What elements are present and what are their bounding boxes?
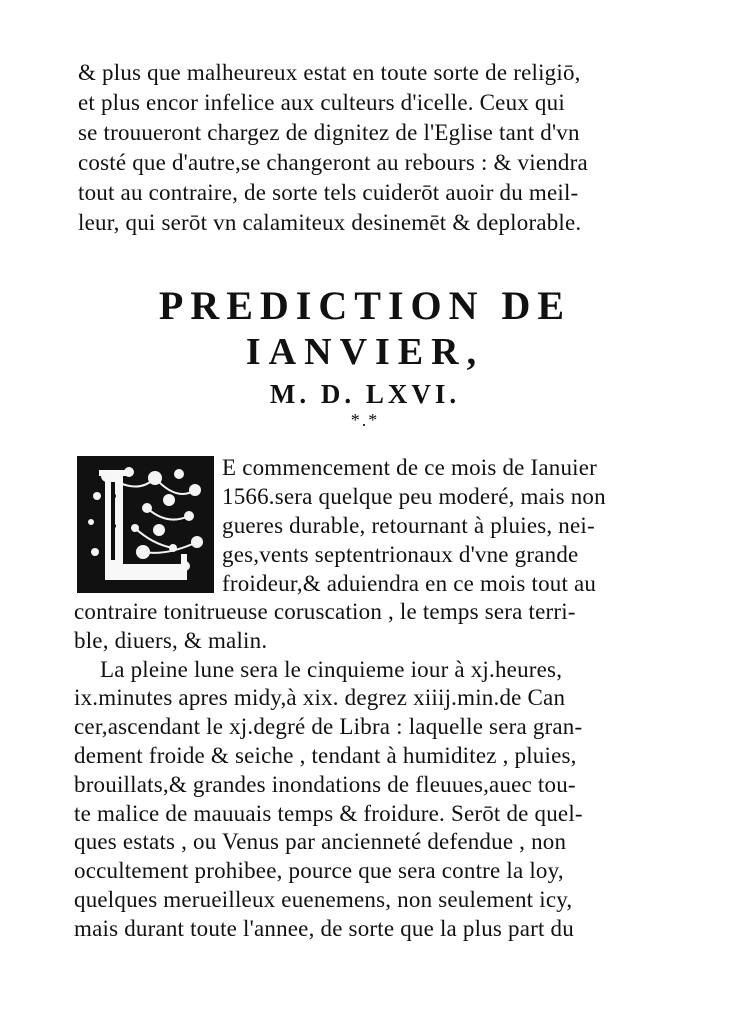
- text-line: costé que d'autre,se changeront au rebours : & viendra: [78, 150, 588, 175]
- dropcap-paragraph: [222, 453, 662, 598]
- text-line: E commencement de ce mois de Ianuier: [222, 455, 598, 480]
- text-line: et plus encor infelice aux culteurs d'icelle. Ceux qui: [78, 90, 565, 115]
- text-line: occultement prohibee, pource que sera contre la loy,: [74, 858, 564, 884]
- text-line: ques estats , ou Venus par ancienneté defendue , non: [74, 829, 567, 855]
- page-title-year: M. D. LXVI.: [269, 379, 461, 409]
- text-line: mais durant toute l'annee, de sorte que la plus part du: [74, 915, 574, 941]
- page-title: PREDICTION DE: [158, 283, 572, 328]
- initial-ornament-icon: [77, 456, 214, 593]
- text-line: & plus que malheureux estat en toute sorte de religiō,: [78, 60, 581, 85]
- text-line: froideur,& aduiendra en ce mois tout au: [222, 571, 597, 596]
- text-line: contraire tonitrueuse coruscation , le temps sera terri-: [74, 599, 576, 624]
- top-paragraph: [78, 58, 668, 238]
- text-line: brouillats,& grandes inondations de fleuues,auec tou-: [74, 771, 576, 797]
- text-line: ble, diuers, & malin.: [74, 627, 268, 653]
- text-line: quelques merueilleux euenemens, non seulement icy,: [74, 886, 573, 912]
- text-line: La pleine lune sera le cinquieme iour à xj.heures,: [100, 656, 563, 682]
- text-line: cer,ascendant le xj.degré de Libra : laquelle sera gran-: [74, 714, 583, 740]
- text-line: ges,vents septentrionaux d'vne grande: [222, 542, 579, 567]
- page-title-month: IANVIER,: [245, 331, 485, 373]
- text-line: leur, qui serōt vn calamiteux desinemēt & deplorable.: [78, 210, 582, 235]
- ornament-icon: *.*: [350, 410, 380, 430]
- text-line: dement froide & seiche , tendant à humiditez , pluies,: [74, 742, 577, 768]
- text-line: gueres durable, retournant à pluies, nei-: [222, 513, 595, 538]
- decorated-initial-L-icon: [77, 456, 214, 593]
- text-line: ix.minutes apres midy,à xix. degrez xiiij.min.de Can: [74, 685, 566, 711]
- text-line: 1566.sera quelque peu moderé, mais non: [222, 484, 606, 509]
- text-line: se trouueront chargez de dignitez de l'Eglise tant d'vn: [78, 120, 580, 145]
- body-paragraph: [74, 598, 664, 944]
- text-line: tout au contraire, de sorte tels cuiderōt auoir du meil-: [78, 180, 579, 205]
- text-line: te malice de mauuais temps & froidure. Serōt de quel-: [74, 800, 583, 826]
